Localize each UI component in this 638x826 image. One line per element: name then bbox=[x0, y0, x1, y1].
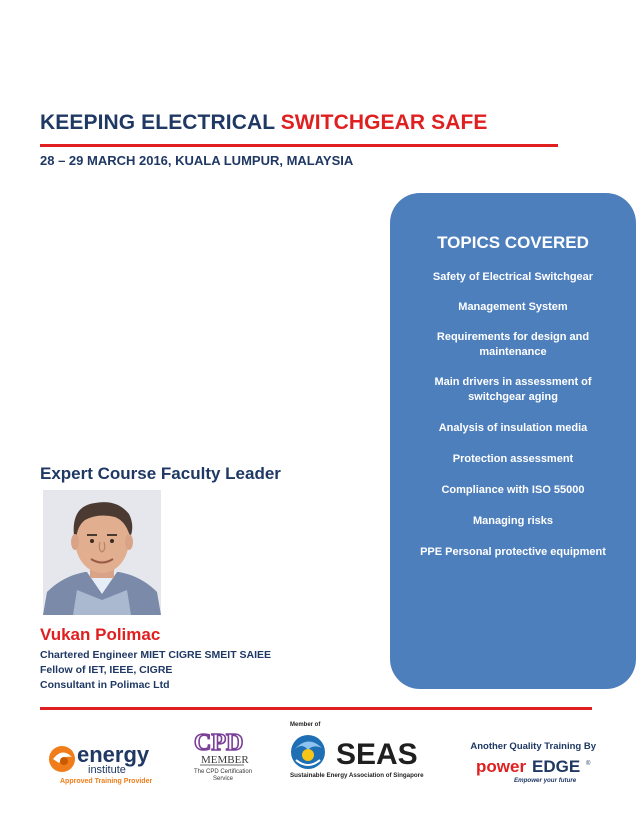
portrait-illustration bbox=[43, 490, 161, 615]
topics-panel bbox=[390, 193, 636, 689]
energy-institute-logo bbox=[42, 735, 172, 785]
institute-word: institute bbox=[88, 764, 126, 776]
cpd-service-line2: Service bbox=[213, 776, 234, 782]
topic-item: Protection assessment bbox=[452, 453, 574, 465]
registered-mark: ® bbox=[586, 761, 591, 767]
partner-label: Another Quality Training By bbox=[470, 741, 596, 752]
faculty-heading: Expert Course Faculty Leader bbox=[40, 464, 281, 483]
credential-line: Chartered Engineer MIET CIGRE SMEIT SAIEE bbox=[40, 649, 272, 661]
faculty-credentials bbox=[40, 648, 271, 693]
faculty-name: Vukan Polimac bbox=[40, 625, 161, 644]
topic-item: Analysis of insulation media bbox=[438, 422, 588, 434]
poweredge-logo bbox=[474, 755, 596, 785]
event-date-location: 28 – 29 MARCH 2016, KUALA LUMPUR, MALAYSIA bbox=[40, 153, 354, 168]
seas-member-of: Member of bbox=[290, 722, 321, 728]
cpd-mark: CPD bbox=[194, 730, 244, 756]
topic-item: Main drivers in assessment of switchgear aging bbox=[434, 376, 592, 403]
energy-word: energy bbox=[77, 742, 150, 767]
cpd-member-word: MEMBER bbox=[201, 754, 249, 766]
title-prefix: KEEPING ELECTRICAL bbox=[40, 111, 281, 134]
topic-item: Managing risks bbox=[472, 515, 554, 527]
topic-item: Safety of Electrical Switchgear bbox=[432, 271, 594, 283]
poweredge-tagline: Empower your future bbox=[514, 777, 577, 784]
cpd-member-logo bbox=[186, 728, 260, 790]
seas-name: SEAS bbox=[336, 738, 418, 771]
page-title bbox=[40, 111, 488, 135]
energy-tagline: Approved Training Provider bbox=[60, 778, 153, 785]
title-divider bbox=[40, 144, 558, 147]
footer-divider bbox=[40, 707, 592, 710]
cpd-service-line1: The CPD Certification bbox=[194, 769, 253, 775]
topic-item: PPE Personal protective equipment bbox=[420, 546, 606, 558]
topic-item: Requirements for design and maintenance bbox=[436, 331, 590, 358]
title-highlight: SWITCHGEAR SAFE bbox=[280, 111, 488, 134]
edge-word: EDGE bbox=[532, 757, 581, 776]
faculty-photo bbox=[43, 490, 161, 615]
seas-logo bbox=[288, 720, 438, 782]
seas-full-name: Sustainable Energy Association of Singapore bbox=[290, 772, 424, 779]
credential-line: Fellow of IET, IEEE, CIGRE bbox=[40, 664, 173, 676]
credential-line: Consultant in Polimac Ltd bbox=[40, 679, 170, 691]
topic-item: Management System bbox=[458, 301, 568, 313]
power-word: power bbox=[476, 757, 527, 776]
topics-list bbox=[414, 270, 612, 560]
topics-heading: TOPICS COVERED bbox=[437, 233, 589, 252]
topic-item: Compliance with ISO 55000 bbox=[441, 484, 585, 496]
